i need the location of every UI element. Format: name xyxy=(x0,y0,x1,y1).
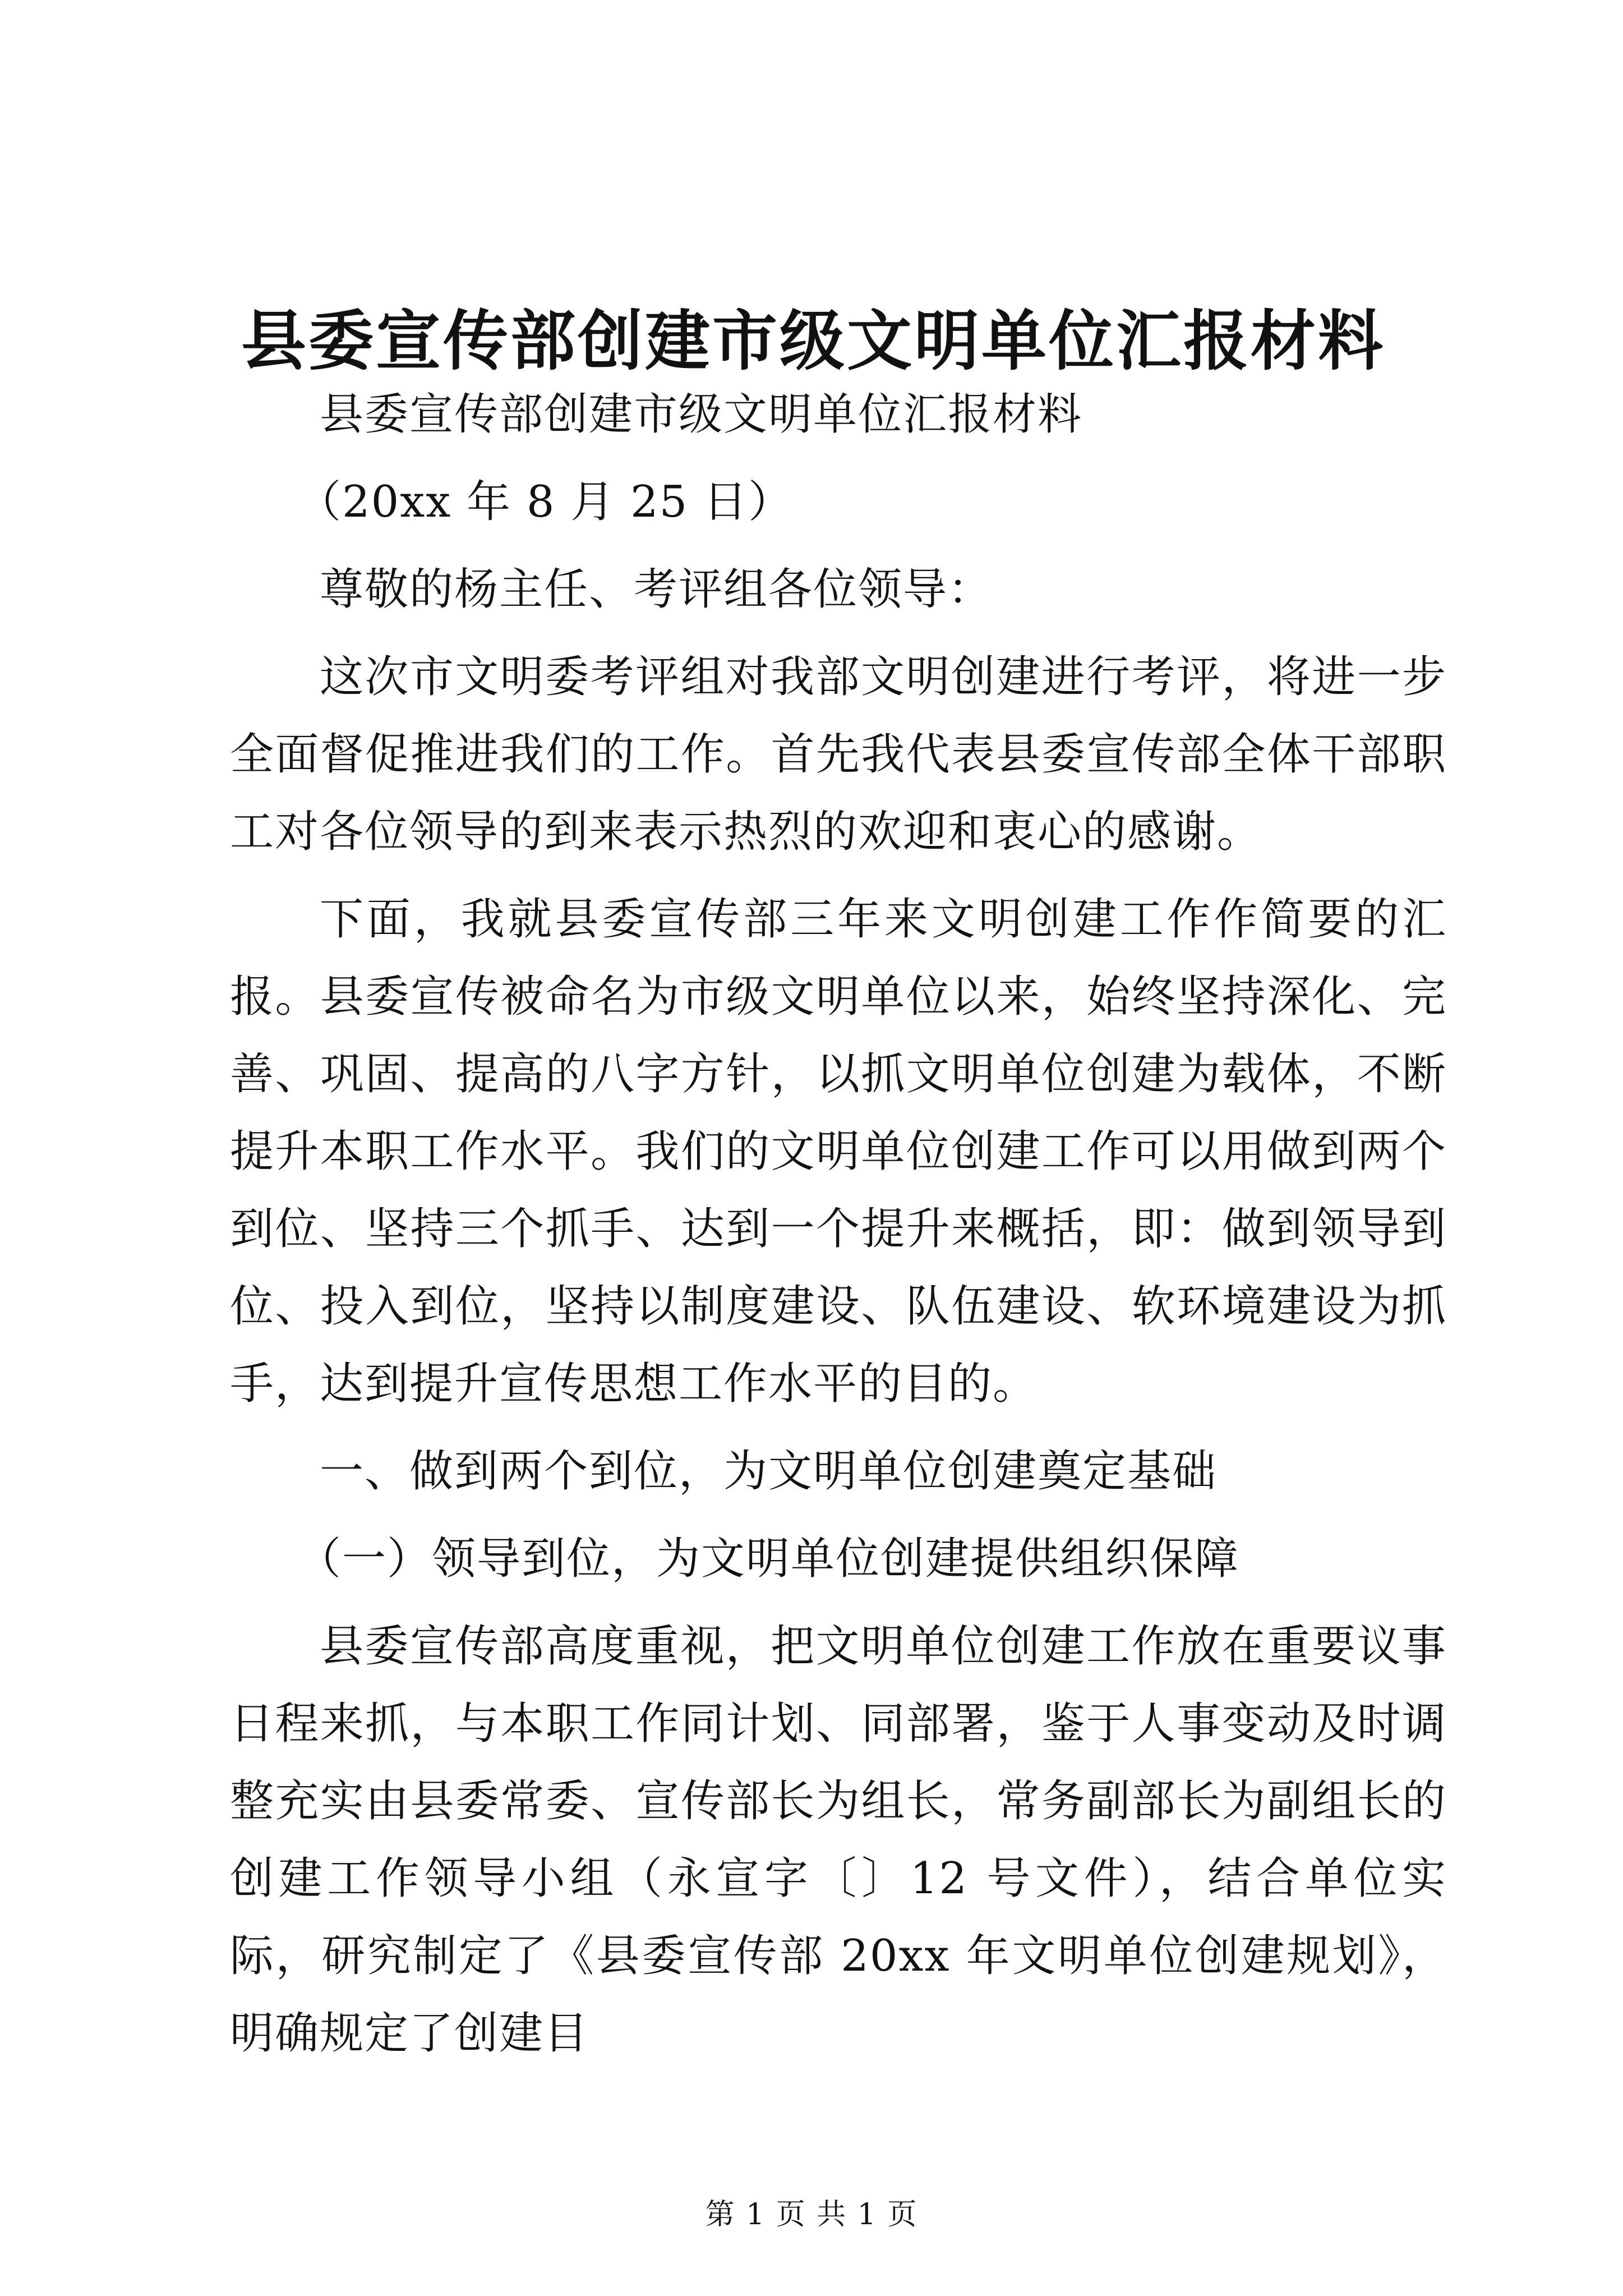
document-title: 县委宣传部创建市级文明单位汇报材料 xyxy=(241,303,1385,379)
paragraph-subtitle: 县委宣传部创建市级文明单位汇报材料 xyxy=(320,389,1083,440)
paragraph-salutation: 尊敬的杨主任、考评组各位领导： xyxy=(320,564,993,615)
paragraph-leadership: 县委宣传部高度重视，把文明单位创建工作放在重要议事日程来抓，与本职工作同计划、同部署，鉴于人事变动及时调整充实由县委常委、宣传部长为组长，常务副部长为副组长的创建工作领导小组（永宣字〔〕12 号文件），结合单位实际，研究制定了《县委宣传部 20xx 年文明单位创建规划》，明确规定了创建目 xyxy=(230,1621,1447,2059)
section-heading-1: 一、做到两个到位，为文明单位创建奠定基础 xyxy=(320,1446,1218,1497)
page-footer: 第 1 页 共 1 页 xyxy=(705,2198,918,2231)
paragraph-date: （20xx 年 8 月 25 日） xyxy=(297,477,794,527)
paragraph-summary: 下面，我就县委宣传部三年来文明创建工作作简要的汇报。县委宣传被命名为市级文明单位以来，始终坚持深化、完善、巩固、提高的八字方针，以抓文明单位创建为载体，不断提升本职工作水平。我们的文明单位创建工作可以用做到两个到位、坚持三个抓手、达到一个提升来概括，即：做到领导到位、投入到位，坚持以制度建设、队伍建设、软环境建设为抓手，达到提升宣传思想工作水平的目的。 xyxy=(230,894,1447,1409)
document-body xyxy=(230,376,1447,2082)
paragraph-intro: 这次市文明委考评组对我部文明创建进行考评，将进一步全面督促推进我们的工作。首先我代表县委宣传部全体干部职工对各位领导的到来表示热烈的欢迎和衷心的感谢。 xyxy=(230,652,1447,857)
subsection-heading-1: （一）领导到位，为文明单位创建提供组织保障 xyxy=(297,1534,1240,1584)
